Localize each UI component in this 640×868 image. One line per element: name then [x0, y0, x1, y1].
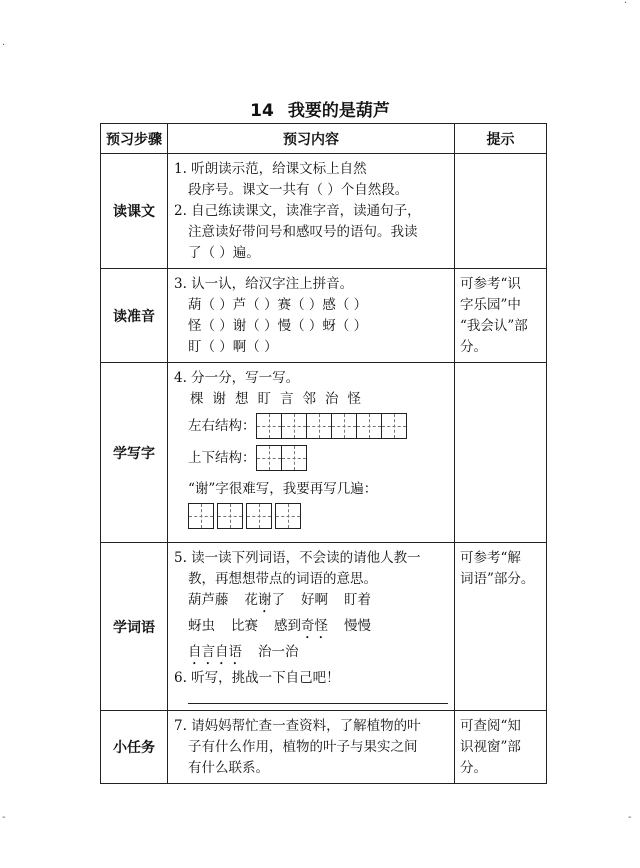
word: 自言自语 — [188, 644, 242, 660]
content-line: 6. 听写，挑战一下自己吧！ — [174, 670, 340, 686]
lesson-title: 我要的是葫芦 — [287, 101, 390, 121]
content-line: 盯（ ）啊（ ） — [188, 339, 278, 355]
content-line: 怪（ ）谢（ ）慢（ ）蚜（ ） — [188, 318, 368, 334]
hint-line: 识视窗”部 — [460, 739, 521, 755]
step-label: 小任务 — [101, 711, 168, 784]
writing-box[interactable] — [306, 413, 332, 439]
content-line: 有什么联系。 — [188, 760, 269, 776]
character-list: 棵谢想盯言邻治怪 — [190, 391, 370, 407]
writing-grid[interactable] — [256, 413, 407, 439]
word: 慢慢 — [344, 618, 371, 634]
writing-box[interactable] — [275, 503, 301, 529]
hint-line: 分。 — [460, 760, 487, 776]
header-row — [101, 124, 547, 154]
word: 盯着 — [344, 592, 371, 608]
step-label: 学写字 — [101, 363, 168, 543]
writing-box[interactable] — [256, 445, 282, 471]
word: 感到奇怪 — [274, 618, 328, 634]
writing-grid[interactable] — [188, 503, 301, 529]
xie-prompt: “谢”字很难写，我要再写几遍： — [188, 481, 378, 497]
writing-box[interactable] — [381, 413, 407, 439]
word: 比赛 — [231, 618, 258, 634]
hint-line: 字乐园”中 — [460, 297, 521, 313]
writing-box[interactable] — [188, 503, 214, 529]
hint-line: 分。 — [460, 339, 487, 355]
hint-line: 词语”部分。 — [460, 571, 535, 587]
writing-box[interactable] — [256, 413, 282, 439]
word: 好啊 — [301, 592, 328, 608]
content-line: 段序号。课文一共有（ ）个自然段。 — [188, 182, 409, 198]
lesson-number: 14 — [250, 101, 274, 121]
content-line: 4. 分一分，写一写。 — [174, 370, 300, 386]
preview-table — [100, 123, 547, 784]
header-step: 预习步骤 — [101, 124, 168, 154]
word: 治一治 — [258, 644, 299, 660]
header-hint: 提示 — [455, 124, 547, 154]
word: 花谢了 — [244, 592, 285, 608]
content-line: 了（ ）遍。 — [188, 245, 260, 261]
page-title — [0, 96, 640, 121]
hint-line: 可参考“解 — [460, 550, 521, 566]
content-line: 注意读好带问号和感叹号的语句。我读 — [188, 224, 418, 240]
writing-box[interactable] — [246, 503, 272, 529]
hint-cell — [455, 269, 547, 363]
step-label: 读准音 — [101, 269, 168, 363]
step-label: 读课文 — [101, 154, 168, 269]
content-line: 1. 听朗读示范，给课文标上自然 — [174, 161, 367, 177]
word-row — [174, 642, 450, 668]
table-row — [101, 711, 547, 784]
hint-cell — [455, 711, 547, 784]
content-line: 子有什么作用，植物的叶子与果实之间 — [188, 739, 418, 755]
word-row — [174, 616, 450, 642]
step-label: 学词语 — [101, 543, 168, 711]
dictation-line[interactable] — [188, 699, 448, 704]
writing-box[interactable] — [356, 413, 382, 439]
writing-box[interactable] — [281, 445, 307, 471]
hint-cell — [455, 543, 547, 711]
writing-box[interactable] — [331, 413, 357, 439]
word: 蚜虫 — [188, 618, 215, 634]
word-row — [174, 590, 450, 616]
writing-grid[interactable] — [256, 445, 307, 471]
content-line: 2. 自己练读课文，读准字音，读通句子， — [174, 203, 421, 219]
hint-cell — [455, 154, 547, 269]
header-content: 预习内容 — [168, 124, 455, 154]
hint-cell — [455, 363, 547, 543]
table-row — [101, 269, 547, 363]
left-right-label: 左右结构： — [188, 417, 256, 434]
writing-box[interactable] — [281, 413, 307, 439]
content-cell — [168, 269, 455, 363]
hint-line: 可查阅“知 — [460, 718, 521, 734]
hint-line: 可参考“识 — [460, 276, 521, 292]
content-cell — [168, 154, 455, 269]
content-line: 葫（ ）芦（ ）赛（ ）感（ ） — [188, 297, 368, 313]
content-line: 7. 请妈妈帮忙查一查资料，了解植物的叶 — [174, 718, 421, 734]
table-row — [101, 543, 547, 711]
table-row — [101, 363, 547, 543]
content-line: 3. 认一认，给汉字注上拼音。 — [174, 276, 354, 292]
content-cell — [168, 543, 455, 711]
content-line: 5. 读一读下列词语，不会读的请他人教一 — [174, 550, 421, 566]
content-cell — [168, 711, 455, 784]
xie-practice — [174, 503, 450, 529]
left-right-structure — [174, 413, 450, 439]
top-bottom-label: 上下结构： — [188, 449, 256, 466]
hint-line: “我会认”部 — [460, 318, 528, 334]
top-bottom-structure — [174, 445, 450, 471]
writing-box[interactable] — [217, 503, 243, 529]
content-line: 教，再想想带点的词语的意思。 — [188, 571, 377, 587]
word: 葫芦藤 — [188, 592, 229, 608]
content-cell — [168, 363, 455, 543]
table-row — [101, 154, 547, 269]
